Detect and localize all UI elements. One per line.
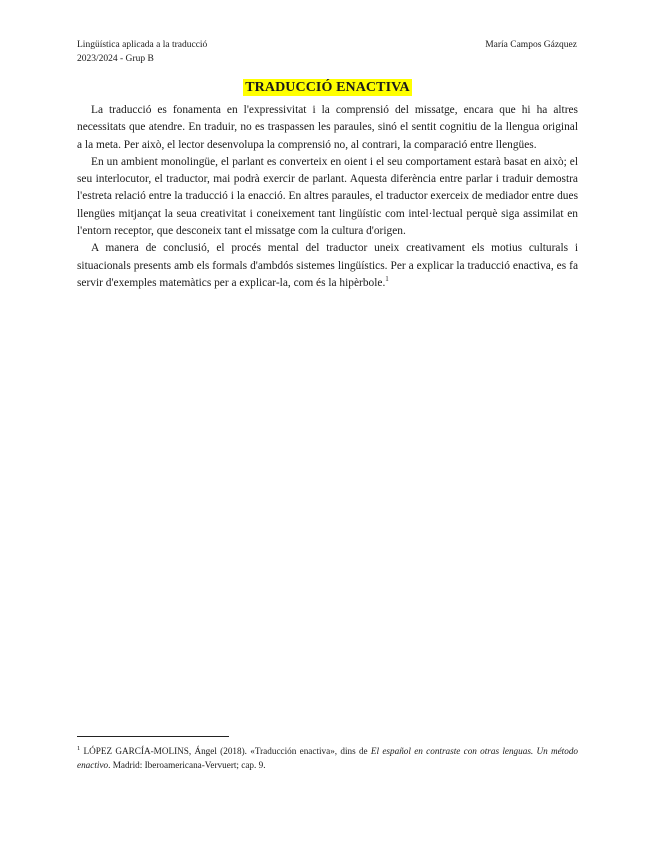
- course-name: Lingüística aplicada a la traducció: [77, 40, 208, 50]
- term-group: 2023/2024 - Grup B: [77, 54, 154, 64]
- footnote-reference[interactable]: 1: [385, 275, 389, 284]
- footnote: [77, 744, 578, 772]
- footnote-tail: . Madrid: Iberoamericana-Vervuert; cap. 9.: [108, 760, 266, 770]
- page-title: TRADUCCIÓ ENACTIVA: [245, 80, 410, 95]
- footnote-separator: [77, 736, 229, 737]
- paragraph-3: [77, 240, 578, 292]
- paragraph-1: La traducció es fonamenta en l'expressivitat i la comprensió del missatge, encara que hi ha altres necessitats que atendre. En traduir, no es traspassen les paraules, sinó el sentit cognitiu de la llengua original a la meta. Per això, el lector desenvolupa la comprensió no, al contrari, la comparació entre llengües.: [77, 104, 578, 151]
- footnote-marker: 1: [77, 744, 81, 752]
- header-left: [77, 38, 207, 66]
- body-text: [77, 102, 578, 292]
- title-container: [0, 78, 655, 96]
- footnote-work-title: El español en contraste con otras lenguas. Un método enactivo: [77, 746, 579, 770]
- author-name: María Campos Gázquez: [485, 40, 577, 50]
- paragraph-2: En un ambient monolingüe, el parlant es converteix en oient i el seu comportament estarà basat en això; el seu interlocutor, el traductor, mai podrà exercir de parlant. Aquesta diferència entre parlar i traduir demostra l'estreta relació entre la traducció i la enacció. En altres paraules, el traductor exerceix de mediador entre dues llengües mitjançat la seua creativitat i coneixement tant lingüístic com intel·lectual perquè siga assimilat en l'entorn receptor, que desconeix tant el missatge com la cultura d'origen.: [77, 155, 578, 238]
- footnote-lead: LÓPEZ GARCÍA-MOLINS, Ángel (2018). «Traducción enactiva», dins de: [83, 746, 371, 756]
- paragraph-3-text: A manera de conclusió, el procés mental del traductor uneix creativament els motius culturals i situacionals presents amb els formals d'ambdós sistemes lingüístics. Per a explicar la traducció enactiva, es fa servir d'exemples matemàtics per a explicar-la, com és la hipèrbole.: [77, 242, 578, 289]
